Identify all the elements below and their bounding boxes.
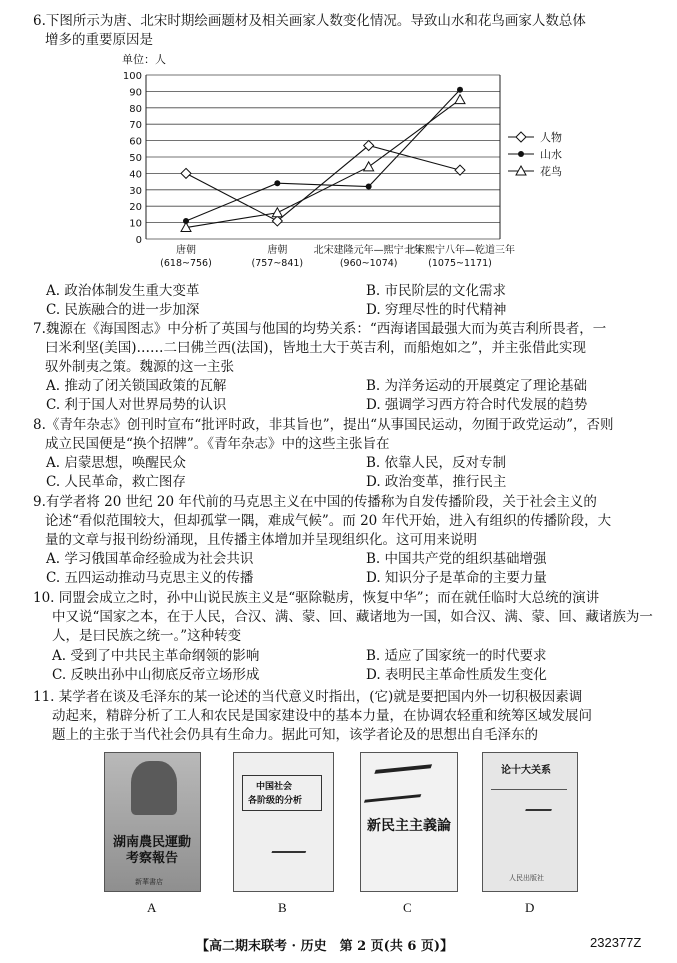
series-point	[516, 132, 526, 142]
q10-option-d[interactable]: D. 表明民主革命性质发生变化	[366, 667, 547, 683]
y-tick-label: 50	[129, 153, 142, 164]
chart-yticks	[123, 71, 142, 246]
q9-option-b[interactable]: B. 中国共产党的组织基础增强	[366, 551, 547, 567]
legend-label: 花鸟	[540, 165, 562, 178]
chart-xlabels	[160, 243, 515, 269]
y-tick-label: 70	[129, 120, 142, 132]
book-cover-d[interactable]	[482, 752, 578, 892]
book-label-c: C	[403, 900, 412, 915]
q11-stem-line3: 题上的主张于当代社会仍具有生命力。据此可知，该学者论及的思想出自毛泽东的	[52, 727, 538, 743]
x-category-label: 唐朝	[176, 245, 196, 256]
q10-stem-line3: 人，是曰民族之统一。”这种转变	[52, 628, 242, 644]
q9-stem-line1: 9.有学者将 20 世纪 20 年代前的马克思主义在中国的传播称为自发传播阶段，关于社会主义的	[33, 494, 597, 510]
y-tick-label: 90	[129, 87, 142, 99]
y-tick-label: 30	[129, 185, 142, 197]
q10-stem-line2: 中又说“国家之本，在于人民，合汉、满、蒙、回、藏诸地为一国，如合汉、满、蒙、回、藏诸族为一	[52, 609, 653, 625]
page-footer	[0, 935, 677, 955]
q6-stem-line2: 增多的重要原因是	[45, 32, 153, 48]
q6-option-b[interactable]: B. 市民阶层的文化需求	[366, 283, 507, 299]
footer-info: 【高二期末联考 · 历史 第 2 页(共 6 页)】	[196, 939, 454, 954]
legend-label: 人物	[540, 131, 562, 144]
q11-stem-line1: 11. 某学者在谈及毛泽东的某一论述的当代意义时指出，(它)就是要把国内外一切积极因素调	[33, 689, 583, 705]
chart-series	[181, 87, 465, 232]
painter-count-chart	[90, 50, 590, 280]
x-category-label: 北宋建隆元年—熙宁十年	[313, 245, 424, 256]
y-tick-label: 100	[122, 71, 142, 82]
book-cover-b[interactable]	[233, 752, 334, 892]
chart-legend	[508, 130, 562, 178]
series-point	[366, 184, 372, 190]
q8-stem-line2: 成立民国便是“换个招牌”。《青年杂志》中的这些主张旨在	[45, 436, 390, 452]
legend-label: 山水	[540, 148, 562, 161]
x-category-sublabel: (618~756)	[160, 258, 212, 269]
y-tick-label: 20	[129, 202, 142, 214]
q8-option-d[interactable]: D. 政治变革，推行民主	[366, 474, 507, 490]
series-point	[457, 87, 463, 93]
chart-gridlines	[146, 75, 500, 239]
q7-stem-line1: 7.魏源在《海国图志》中分析了英国与他国的均势关系：“西海诸国最强大而为英吉利所畏者，一	[33, 321, 607, 337]
chart-ylabel: 单位：人	[122, 53, 166, 66]
y-tick-label: 10	[129, 218, 142, 230]
footer-code: 232377Z	[590, 935, 642, 950]
y-tick-label: 60	[129, 136, 142, 148]
q7-option-c[interactable]: C. 利于国人对世界局势的认识	[46, 397, 227, 413]
signature-mark	[525, 801, 555, 811]
q10-stem-line1: 10. 同盟会成立之时，孙中山说民族主义是“驱除鞑虏，恢复中华”；而在就任临时大总统的演讲	[33, 590, 600, 606]
q10-option-c[interactable]: C. 反映出孙中山彻底反帝立场形成	[52, 667, 260, 683]
q6-stem-line1: 6.下图所示为唐、北宋时期绘画题材及相关画家人数变化情况。导致山水和花鸟画家人数总体	[33, 13, 586, 29]
series-point	[364, 162, 374, 171]
book-b-title2: 各阶级的分析	[248, 796, 303, 806]
series-point	[455, 95, 465, 104]
x-category-sublabel: (960~1074)	[339, 258, 398, 269]
q9-option-d[interactable]: D. 知识分子是革命的主要力量	[366, 570, 547, 586]
q7-option-a[interactable]: A. 推动了闭关锁国政策的瓦解	[46, 378, 227, 394]
series-line	[186, 90, 460, 221]
q7-stem-line3: 驭外制夷之策。魏源的这一主张	[45, 359, 234, 375]
q8-stem-line1: 8.《青年杂志》创刊时宣布“批评时政，非其旨也”，提出“从事国民运动，勿囿于政党运动”，否则	[33, 417, 614, 433]
x-category-sublabel: (757~841)	[251, 258, 304, 269]
x-category-label: 北宋熙宁八年—乾道三年	[405, 245, 515, 256]
series-point	[518, 151, 524, 157]
x-category-label: 唐朝	[267, 245, 288, 256]
q10-option-b[interactable]: B. 适应了国家统一的时代要求	[366, 648, 547, 664]
q7-option-d[interactable]: D. 强调学习西方符合时代发展的趋势	[366, 397, 588, 413]
book-b-title1: 中国社会	[256, 782, 293, 792]
signature-mark	[271, 839, 310, 853]
q9-option-c[interactable]: C. 五四运动推动马克思主义的传播	[46, 570, 254, 586]
q8-option-a[interactable]: A. 启蒙思想，唤醒民众	[46, 455, 186, 471]
q10-option-a[interactable]: A. 受到了中共民主革命纲领的影响	[52, 648, 260, 664]
series-point	[272, 208, 282, 217]
book-d-publisher: 人民出版社	[509, 874, 544, 882]
series-line	[186, 100, 460, 228]
y-tick-label: 80	[129, 103, 142, 115]
book-c-title: 新民主主義論	[367, 818, 451, 834]
book-d-title: 论十大关系	[501, 765, 551, 776]
book-cover-a[interactable]	[104, 752, 201, 892]
book-label-b: B	[278, 900, 287, 915]
q7-option-b[interactable]: B. 为洋务运动的开展奠定了理论基础	[366, 378, 588, 394]
q8-option-c[interactable]: C. 人民革命，救亡图存	[46, 474, 186, 490]
book-a-publisher: 新華書店	[135, 878, 163, 886]
q11-stem-line2: 动起来，精辟分析了工人和农民是国家建设中的基本力量，在协调农轻重和统筹区域发展问	[52, 708, 592, 724]
q6-option-c[interactable]: C. 民族融合的进一步加深	[46, 302, 200, 318]
q9-stem-line3: 量的文章与报刊纷纷涌现，且传播主体增加并呈现组织化。这可用来说明	[45, 532, 477, 548]
book-cover-c[interactable]	[360, 752, 458, 892]
calligraphy-mark	[364, 764, 432, 802]
q7-stem-line2: 曰米利坚(美国)……二曰佛兰西(法国)，皆地土大于英吉利，而船炮如之”，并主张借此实现	[45, 340, 586, 356]
book-label-d: D	[525, 900, 535, 915]
q8-option-b[interactable]: B. 依靠人民，反对专制	[366, 455, 507, 471]
book-a-title: 湖南農民運動考察報告	[112, 835, 191, 866]
q6-option-d[interactable]: D. 穷理尽性的时代精神	[366, 302, 507, 318]
q9-stem-line2: 论述“看似范围较大，但却孤掌一隅，难成气候”。而 20 年代开始，进入有组织的传播阶段，大	[45, 513, 612, 529]
book-label-a: A	[147, 900, 157, 915]
y-tick-label: 0	[135, 235, 142, 246]
q9-option-a[interactable]: A. 学习俄国革命经验成为社会共识	[46, 551, 254, 567]
portrait-image	[131, 761, 177, 815]
y-tick-label: 40	[129, 169, 142, 181]
x-category-sublabel: (1075~1171)	[428, 258, 492, 269]
series-point	[274, 180, 280, 186]
series-point	[181, 168, 191, 178]
q6-option-a[interactable]: A. 政治体制发生重大变革	[46, 283, 200, 299]
